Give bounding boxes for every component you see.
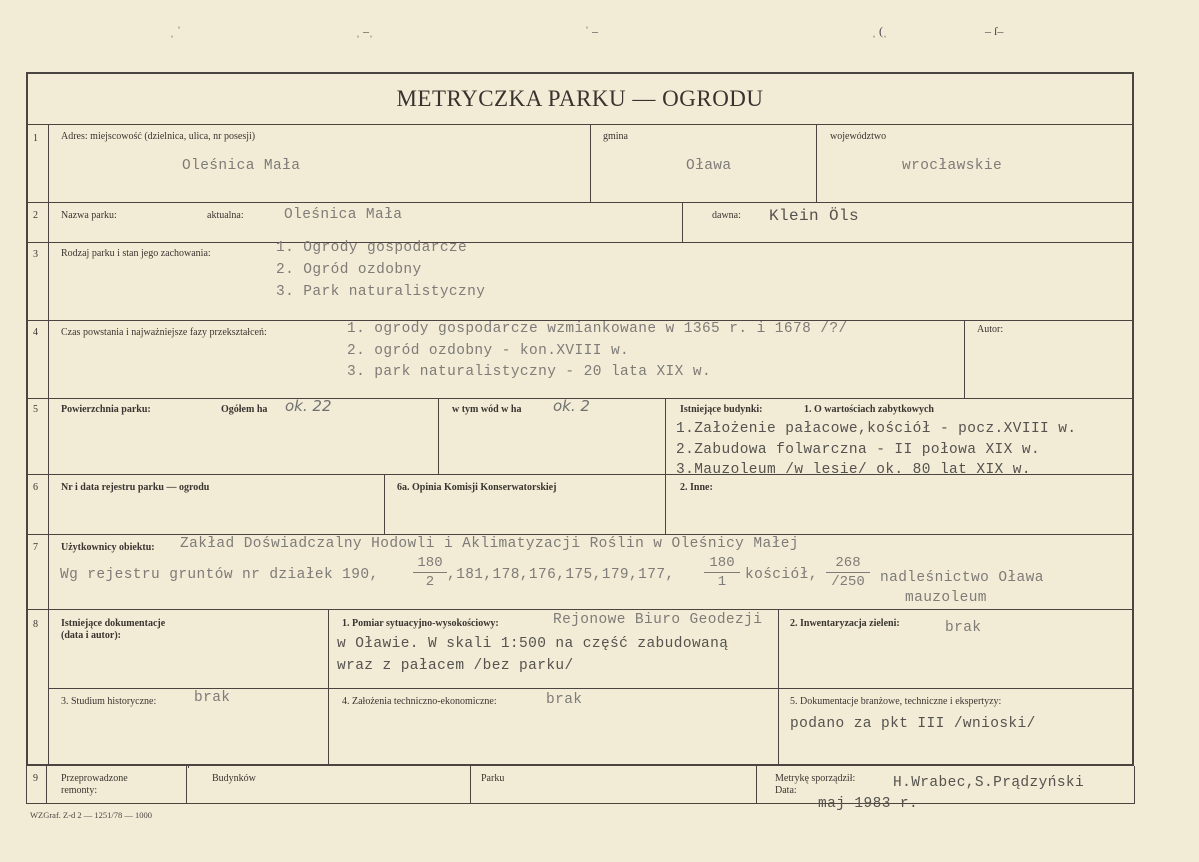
land-register-parcels: ,181,178,176,175,179,177,: [447, 567, 675, 583]
phase-item: 2. ogród ozdobny - kon.XVIII w.: [347, 343, 630, 359]
prepared-by-label: Metrykę sporządził:: [775, 773, 856, 784]
col-divider: [778, 609, 779, 764]
form-frame: [26, 72, 1134, 766]
col-divider: [188, 764, 189, 768]
fraction-numerator: 180: [709, 555, 735, 571]
forestry-label: nadleśnictwo Oława: [880, 570, 1044, 586]
date-value: maj 1983 r.: [818, 796, 919, 812]
buildings-repairs-label: Budynków: [212, 773, 256, 784]
repairs-label: Przeprowadzone: [61, 773, 128, 784]
phase-item: 3. park naturalistyczny - 20 lata XIX w.: [347, 364, 712, 380]
top-mark-5: – ſ–: [985, 24, 1004, 38]
history-study-value: brak: [194, 690, 231, 706]
voivodeship-label: województwo: [830, 131, 887, 142]
land-register-prefix: Wg rejestru gruntów nr działek 190,: [60, 567, 379, 583]
voivodeship-value: wrocławskie: [902, 158, 1003, 174]
mausoleum-label: mauzoleum: [905, 590, 987, 606]
buildings-label: Istniejące budynki:: [680, 404, 763, 415]
col-divider: [964, 320, 965, 398]
survey-line: Rejonowe Biuro Geodezji: [553, 612, 763, 628]
col-divider: [756, 766, 757, 804]
commission-opinion-label: 6a. Opinia Komisji Konserwatorskiej: [397, 482, 557, 493]
park-type-label: Rodzaj parku i stan jego zachowania:: [61, 248, 211, 259]
row-number: 1: [33, 133, 38, 144]
branch-docs-label: 5. Dokumentacje branżowe, techniczne i ekspertyzy:: [790, 696, 1002, 707]
building-item: 3.Mauzoleum /w lesie/ ok. 80 lat XIX w.: [676, 462, 1031, 478]
greenery-value: brak: [945, 620, 982, 636]
row-divider: [28, 202, 1134, 203]
address-value: Oleśnica Mała: [182, 158, 301, 174]
row-number: 6: [33, 482, 38, 493]
printer-footer: WZGraf. Z-d 2 — 1251/78 — 1000: [30, 810, 153, 820]
heritage-buildings-label: 1. O wartościach zabytkowych: [804, 404, 934, 415]
row-number: 3: [33, 249, 38, 260]
former-name-label: dawna:: [712, 210, 741, 221]
register-label: Nr i data rejestru parku — ogrodu: [61, 482, 210, 493]
address-label: Adres: miejscowość (dzielnica, ulica, nr posesji): [61, 131, 256, 142]
prepared-by-value: H.Wrabec,S.Prądzyński: [893, 775, 1085, 791]
tech-econ-label: 4. Założenia techniczno-ekonomiczne:: [342, 696, 497, 707]
building-item: 1.Założenie pałacowe,kościół - pocz.XVIII w.: [676, 421, 1077, 437]
row-divider: [28, 124, 1134, 125]
parcel-fraction: [704, 555, 740, 590]
date-label: Data:: [775, 785, 797, 796]
branch-docs-value: podano za pkt III /wnioski/: [790, 716, 1036, 732]
number-column-divider: [48, 124, 49, 766]
row-divider: [28, 242, 1134, 243]
fraction-numerator: 180: [417, 555, 443, 571]
row-number: 5: [33, 404, 38, 415]
phases-label: Czas powstania i najważniejsze fazy przekształceń:: [61, 327, 267, 338]
phase-item: 1. ogrody gospodarcze wzmiankowane w 1365 r. i 1678 /?/: [347, 321, 848, 337]
users-value: Zakład Doświadczalny Hodowli i Aklimatyzacji Roślin w Oleśnicy Małej: [180, 536, 799, 552]
frame-edge: [26, 766, 27, 804]
top-mark-1: ˌ ˈ: [170, 24, 181, 38]
col-divider: [682, 202, 683, 242]
park-type-item: 2. Ogród ozdobny: [276, 262, 422, 278]
park-repairs-label: Parku: [481, 773, 505, 784]
church-label: kościół,: [745, 567, 818, 583]
fraction-denominator: 2: [425, 574, 435, 590]
top-mark-2: ˌ –ˌ: [356, 24, 373, 38]
greenery-label: 2. Inwentaryzacja zieleni:: [790, 618, 900, 629]
current-name-label: aktualna:: [207, 210, 244, 221]
fraction-denominator: /250: [831, 574, 865, 590]
water-area-value: ok. 2: [553, 397, 590, 415]
row-number: 2: [33, 210, 38, 221]
col-divider: [328, 609, 329, 764]
current-name-value: Oleśnica Mała: [284, 207, 403, 223]
row-divider: [28, 609, 1134, 610]
author-label: Autor:: [977, 324, 1004, 335]
area-label: Powierzchnia parku:: [61, 404, 151, 415]
park-type-item: 1. Ogrody gospodarcze: [276, 240, 468, 256]
tech-econ-value: brak: [546, 692, 583, 708]
number-column-divider: [46, 766, 47, 804]
parcel-fraction: [413, 555, 447, 590]
building-item: 2.Zabudowa folwarczna - II połowa XIX w.: [676, 442, 1041, 458]
park-type-item: 3. Park naturalistyczny: [276, 284, 486, 300]
row-number: 8: [33, 619, 38, 630]
row-divider: [28, 534, 1134, 535]
fraction-numerator: 268: [835, 555, 861, 571]
survey-line: w Oławie. W skali 1:500 na część zabudowaną: [337, 636, 729, 652]
col-divider: [186, 766, 187, 804]
survey-line: wraz z pałacem /bez parku/: [337, 658, 574, 674]
row-number: 7: [33, 542, 38, 553]
row-number: 9: [33, 773, 38, 784]
docs-label: Istniejące dokumentacje: [61, 618, 166, 629]
col-divider: [384, 474, 385, 534]
form-bottom-edge: [26, 803, 1134, 804]
col-divider: [816, 124, 817, 202]
col-divider: [665, 474, 666, 534]
other-buildings-label: 2. Inne:: [680, 482, 713, 493]
col-divider: [590, 124, 591, 202]
gmina-label: gmina: [603, 131, 628, 142]
row-divider: [28, 764, 1134, 765]
docs-label-sub: (data i autor):: [61, 630, 121, 641]
fraction-denominator: 1: [717, 574, 727, 590]
survey-label: 1. Pomiar sytuacyjno-wysokościowy:: [342, 618, 499, 629]
row-divider: [48, 688, 1134, 689]
history-study-label: 3. Studium historyczne:: [61, 696, 157, 707]
total-area-value: ok. 22: [285, 397, 332, 415]
top-mark-3: ˈ –: [585, 24, 598, 38]
col-divider: [665, 398, 666, 474]
col-divider: [470, 766, 471, 804]
total-area-label: Ogółem ha: [221, 404, 268, 415]
repairs-label-sub: remonty:: [61, 785, 98, 796]
park-name-label: Nazwa parku:: [61, 210, 117, 221]
water-area-label: w tym wód w ha: [452, 404, 522, 415]
gmina-value: Oława: [686, 158, 732, 174]
frame-edge: [1134, 766, 1135, 804]
form-title: METRYCZKA PARKU — OGRODU: [396, 86, 764, 111]
col-divider: [438, 398, 439, 474]
users-label: Użytkownicy obiektu:: [61, 542, 155, 553]
row-number: 4: [33, 327, 38, 338]
former-name-value: Klein Öls: [769, 207, 860, 225]
top-mark-4: ˌ (ˌ: [872, 24, 887, 38]
parcel-fraction: [826, 555, 870, 590]
